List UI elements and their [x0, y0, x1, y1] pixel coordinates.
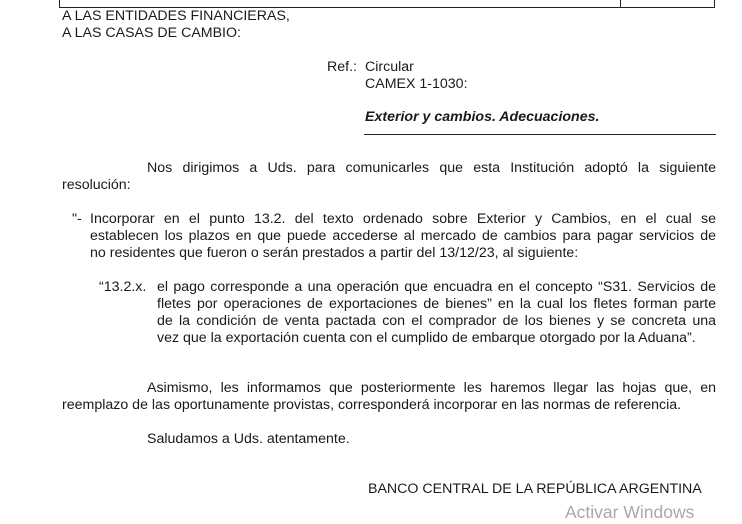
intro-line-1: Nos dirigimos a Uds. para comunicarles que esta Institución adoptó la siguiente: [147, 160, 716, 176]
clause-number: “13.2.x.: [99, 279, 147, 295]
activation-watermark: Activar Windows: [565, 502, 695, 522]
closing-line-2: reemplazo de las oportunamente provistas, corresponderá incorporar en las normas de referencia.: [62, 397, 682, 413]
clause-line-1: el pago corresponde a una operación que encuadra en el concepto “S31. Servicios de: [157, 279, 716, 295]
clause-line-2: fletes por operaciones de exportaciones de bienes” en la cual los fletes forman parte: [157, 296, 716, 312]
reference-line-1: Circular: [365, 59, 414, 75]
greeting: Saludamos a Uds. atentamente.: [147, 431, 350, 447]
resolution-line-3: no residentes que fueron o serán prestados a partir del 13/12/23, al siguiente:: [90, 245, 579, 261]
recipient-line-2: A LAS CASAS DE CAMBIO:: [62, 25, 241, 41]
closing-line-1: Asimismo, les informamos que posteriormente les haremos llegar las hojas que, en: [147, 380, 716, 396]
resolution-line-2: establecen los plazos en que puede accederse al mercado de cambios para pagar servicios de: [90, 228, 716, 244]
subject-underline: [364, 134, 716, 135]
recipient-line-1: A LAS ENTIDADES FINANCIERAS,: [62, 8, 290, 24]
resolution-line-1: Incorporar en el punto 13.2. del texto ordenado sobre Exterior y Cambios, en el cual se: [90, 211, 716, 227]
reference-line-2: CAMEX 1-1030:: [365, 76, 468, 92]
signature: BANCO CENTRAL DE LA REPÚBLICA ARGENTINA: [368, 481, 702, 497]
resolution-marker: "-: [72, 211, 82, 227]
reference-label: Ref.:: [327, 59, 357, 75]
reference-subject: Exterior y cambios. Adecuaciones.: [365, 109, 600, 125]
clause-line-3: de la condición de venta pactada con el comprador de los bienes y se concreta una: [157, 313, 716, 329]
clause-line-4: vez que la exportación cuenta con el cumplido de embarque otorgado por la Aduana”.: [157, 330, 696, 346]
intro-line-2: resolución:: [62, 177, 131, 193]
